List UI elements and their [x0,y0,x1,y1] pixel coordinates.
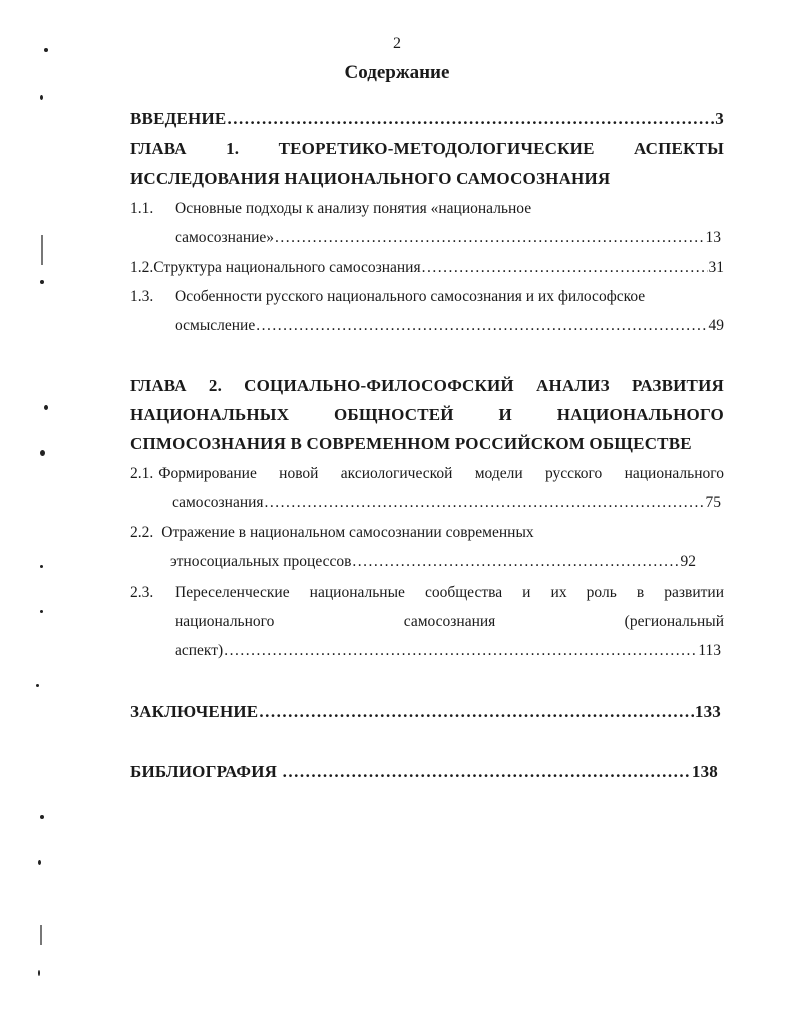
section-number: 2.3. [130,584,154,601]
scan-speck [40,565,43,568]
scan-speck [44,405,48,410]
scan-speck [40,815,44,819]
page-title: Содержание [344,62,450,83]
chapter-1-heading-line2: ИССЛЕДОВАНИЯ НАЦИОНАЛЬНОГО САМОСОЗНАНИЯ [130,169,611,188]
entry-label: этносоциальных процессов [170,553,352,570]
entry-label: Структура национального самосознания [153,259,421,276]
heading-word: АСПЕКТЫ [633,139,724,158]
entry-page: 133 [694,702,721,721]
entry-label: Формирование новой аксиологической модели русского национального [158,465,724,482]
scan-speck [40,280,44,284]
entry-label: самосознание» [175,229,275,246]
dot-leader [422,257,708,279]
entry-page: 49 [708,317,724,334]
entry-page: 138 [691,762,718,781]
dot-leader [224,640,697,662]
section-number: 1.2. [130,259,154,276]
dot-leader [352,551,679,573]
toc-entry-2-3-end[interactable] [175,640,721,662]
entry-label: БИБЛИОГРАФИЯ [130,762,282,781]
entry-label: ЗАКЛЮЧЕНИЕ [130,702,259,721]
entry-label: самосознания [172,494,264,511]
toc-entry-2-1[interactable] [130,463,724,485]
scan-speck [40,925,42,945]
section-number: 1.3. [130,288,154,305]
entry-word: самосознания [403,613,496,630]
heading-word: НАЦИОНАЛЬНЫХ [130,405,290,424]
toc-entry-bibliography[interactable] [130,761,718,783]
toc-entry-conclusion[interactable] [130,701,721,723]
dot-leader [265,492,705,514]
entry-page: 75 [705,494,721,511]
toc-entry-1-3-cont[interactable] [175,315,724,337]
page-number: 2 [393,35,401,52]
heading-word: 1. [226,139,240,158]
toc-entry-1-2[interactable] [130,257,724,279]
section-number: 2.2. [130,524,154,541]
entry-label: аспект) [175,642,224,659]
toc-entry-1-1[interactable] [130,198,724,220]
dot-leader [283,761,691,783]
entry-word: (региональный [624,613,724,630]
toc-entry-2-3[interactable] [130,582,724,604]
section-number: 2.1. [130,465,154,482]
chapter-1-heading-line1 [130,138,724,160]
dot-leader [275,227,704,249]
chapter-2-heading-line3: СПМОСОЗНАНИЯ В СОВРЕМЕННОМ РОССИЙСКОМ ОБЩЕСТВЕ [130,434,692,453]
entry-label: Особенности русского национального самосознания и их философское [175,288,646,305]
entry-page: 113 [698,642,721,659]
heading-word: ОБЩНОСТЕЙ [333,405,454,424]
dot-leader [227,108,714,130]
heading-word: И [498,405,512,424]
scan-speck [44,48,48,52]
toc-entry-1-1-cont[interactable] [175,227,721,249]
entry-label: осмысление [175,317,256,334]
heading-word: ТЕОРЕТИКО-МЕТОДОЛОГИЧЕСКИЕ [278,139,595,158]
entry-page: 92 [680,553,696,570]
scan-speck [40,450,45,456]
scan-speck [36,684,39,687]
entry-label: ВВЕДЕНИЕ [130,109,227,128]
toc-entry-2-2[interactable] [130,522,724,544]
scan-speck [38,970,40,976]
entry-word: национального [175,613,275,630]
entry-label: Переселенческие национальные сообщества и их роль в развитии [175,584,724,601]
section-number: 1.1. [130,200,154,217]
chapter-2-heading-line2 [130,404,724,426]
chapter-2-heading-line1: ГЛАВА 2. СОЦИАЛЬНО-ФИЛОСОФСКИЙ АНАЛИЗ РАЗВИТИЯ [130,376,724,395]
entry-page: 31 [708,259,724,276]
toc-entry-intro[interactable] [130,108,724,130]
dot-leader [256,315,707,337]
entry-page: 13 [705,229,721,246]
dot-leader [259,701,694,723]
toc-entry-1-3[interactable] [130,286,724,308]
scan-speck [40,95,43,100]
entry-label: Отражение в национальном самосознании современных [161,524,534,541]
toc-entry-2-2-cont[interactable] [170,551,696,573]
heading-word: НАЦИОНАЛЬНОГО [556,405,724,424]
heading-word: ГЛАВА [130,139,187,158]
scan-speck [38,860,41,865]
entry-label: Основные подходы к анализу понятия «национальное [175,200,532,217]
toc-entry-2-1-cont[interactable] [172,492,721,514]
scan-speck [40,610,43,613]
entry-page: 3 [715,109,724,128]
scan-speck [41,235,43,265]
toc-entry-2-3-cont[interactable] [175,611,724,633]
